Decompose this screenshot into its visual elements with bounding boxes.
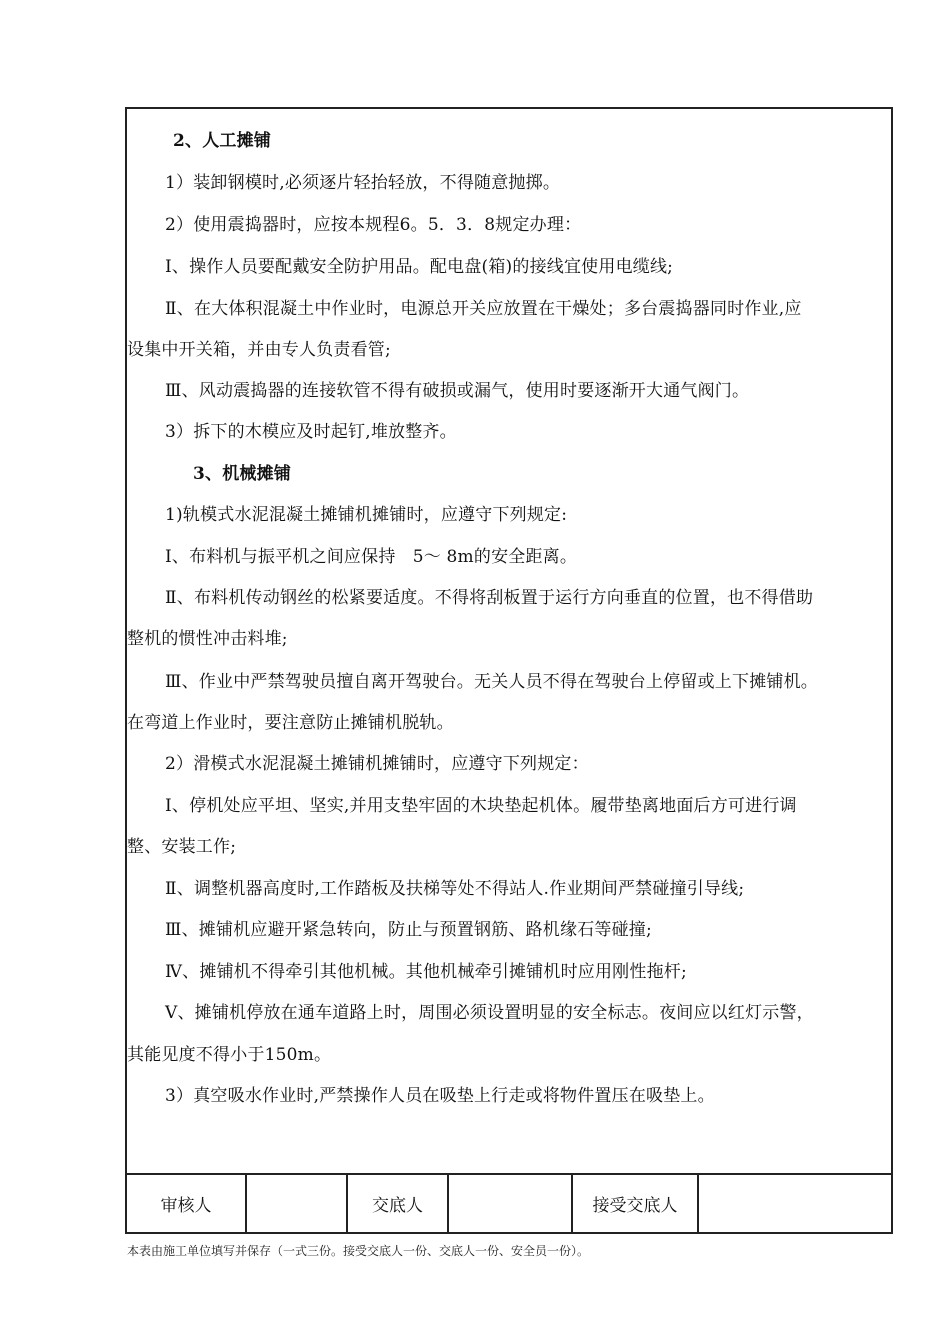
paragraph-line: Ⅱ、调整机器高度时,工作踏板及扶梯等处不得站人.作业期间严禁碰撞引导线; [165,879,745,899]
form-footnote: 本表由施工单位填写并保存（一式三份。接受交底人一份、交底人一份、安全员一份）。 [127,1244,590,1258]
paragraph-line: Ⅲ、风动震捣器的连接软管不得有破损或漏气，使用时要逐渐开大通气阀门。 [165,381,750,401]
paragraph-line: 3）真空吸水作业时,严禁操作人员在吸垫上行走或将物件置压在吸垫上。 [165,1086,715,1106]
paragraph-line: 1）装卸钢模时,必须逐片轻抬轻放，不得随意抛掷。 [165,173,561,193]
paragraph-line: Ⅱ、在大体积混凝土中作业时，电源总开关应放置在干燥处；多台震捣器同时作业,应 [165,299,802,319]
paragraph-line: Ⅱ、布料机传动钢丝的松紧要适度。不得将刮板置于运行方向垂直的位置，也不得借助 [165,588,814,608]
paragraph-line: 设集中开关箱，并由专人负责看管; [127,340,391,360]
paragraph-line: 整、安装工作; [127,837,237,857]
paragraph-line: Ⅲ、作业中严禁驾驶员擅自离开驾驶台。无关人员不得在驾驶台上停留或上下摊铺机。 [165,672,818,692]
paragraph-line: Ⅰ、布料机与振平机之间应保持 5～ 8m的安全距离。 [165,547,578,567]
receiver-label: 接受交底人 [573,1175,699,1232]
receiver-signature-field[interactable] [699,1175,891,1232]
discloser-label: 交底人 [348,1175,449,1232]
paragraph-line: 整机的惯性冲击料堆; [127,629,288,649]
paragraph-line: 在弯道上作业时，要注意防止摊铺机脱轨。 [127,713,454,733]
paragraph-line: 2）滑模式水泥混凝土摊铺机摊铺时，应遵守下列规定： [165,754,589,774]
paragraph-line: 其能见度不得小于150m。 [127,1045,332,1065]
paragraph-line: Ⅲ、摊铺机应避开紧急转向，防止与预置钢筋、路机缘石等碰撞; [165,920,652,940]
paragraph-line: Ⅰ、操作人员要配戴安全防护用品。配电盘(箱)的接线宜使用电缆线; [165,257,674,277]
reviewer-signature-field[interactable] [247,1175,348,1232]
section-heading-manual-paving: 2、人工摊铺 [173,131,272,151]
paragraph-line: Ⅴ、摊铺机停放在通车道路上时，周围必须设置明显的安全标志。夜间应以红灯示警， [165,1003,814,1023]
paragraph-line: 3）拆下的木模应及时起钉,堆放整齐。 [165,422,457,442]
paragraph-line: 1)轨模式水泥混凝土摊铺机摊铺时，应遵守下列规定: [165,505,568,525]
section-heading-mechanical-paving: 3、机械摊铺 [193,464,292,484]
paragraph-line: Ⅳ、摊铺机不得牵引其他机械。其他机械牵引摊铺机时应用刚性拖杆; [165,962,687,982]
paragraph-line: 2）使用震捣器时，应按本规程6。5．3．8规定办理： [165,215,582,235]
reviewer-label: 审核人 [127,1175,247,1232]
signature-row [127,1173,891,1232]
paragraph-line: Ⅰ、停机处应平坦、坚实,并用支垫牢固的木块垫起机体。履带垫离地面后方可进行调 [165,796,797,816]
form-body [127,109,891,1177]
disclosure-form [125,107,893,1234]
discloser-signature-field[interactable] [449,1175,573,1232]
